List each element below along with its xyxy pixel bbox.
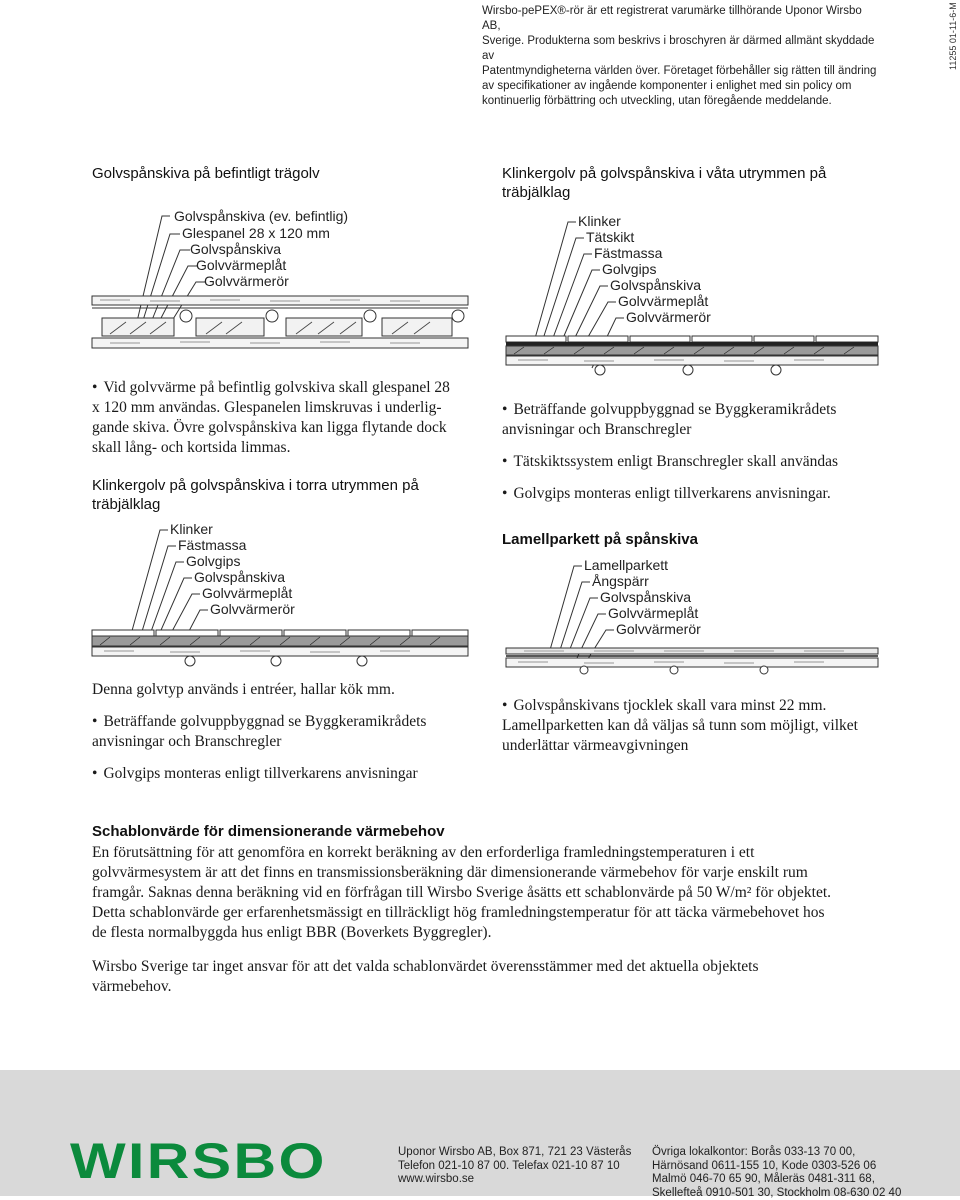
label: Klinker [170, 521, 213, 537]
bullet [92, 713, 103, 730]
office-line: Skellefteå 0910-501 30, Stockholm 08-630 02 40 [652, 1187, 902, 1200]
title-line: Klinkergolv på golvspånskiva i våta utrymmen på [502, 164, 826, 183]
text-line: Lamellparketten kan då väljas så tunn som möjligt, vilket [502, 716, 902, 736]
label: Golvspånskiva (ev. befintlig) [174, 208, 348, 224]
bullet [502, 485, 513, 502]
label: Fästmassa [178, 537, 247, 553]
text-line: golvvärmesystem är att det finns en transmissionsberäkning där dimensionerande värmebehov för varje enskilt rum [92, 863, 892, 883]
label: Golvvärmerör [204, 273, 289, 289]
label: Golvvärmeplåt [618, 293, 708, 309]
wirsbo-logo: WIRSBO [70, 1138, 327, 1184]
diagram-vata [504, 208, 894, 378]
disclaimer-line: Wirsbo-pePEX®-rör är ett registrerat varumärke tillhörande Uponor Wirsbo AB, [482, 4, 882, 34]
label: Golvgips [602, 261, 656, 277]
label: Klinker [578, 213, 621, 229]
text-line: Denna golvtyp används i entréer, hallar kök mm. [92, 680, 492, 700]
office-line: Övriga lokalkontor: Borås 033-13 70 00, [652, 1146, 902, 1160]
label: Golvvärmeplåt [608, 605, 698, 621]
address-line: Telefon 021-10 87 00. Telefax 021-10 87 10 [398, 1160, 638, 1174]
label: Golvvärmeplåt [196, 257, 286, 273]
label: Tätskikt [586, 229, 634, 245]
disclaimer-line: Sverige. Produkterna som beskrivs i broschyren är därmed allmänt skyddade av [482, 34, 882, 64]
parkett-text [502, 696, 902, 756]
disclaimer-line: Patentmyndigheterna världen över. Företaget förbehåller sig rätten till ändring [482, 64, 882, 79]
bullet [92, 379, 103, 396]
label: Golvgips [186, 553, 240, 569]
label: Golvspånskiva [190, 241, 281, 257]
disclaimer-line: kontinuerlig förbättring och utveckling, utan föregående meddelande. [482, 94, 882, 109]
text-line: Vid golvvärme på befintlig golvskiva skall glespanel 28 [103, 379, 449, 396]
text-line: framgår. Saknas denna beräkning vid en förfrågan till Wirsbo Sverige åsätts ett schablonvärde på 50 W/m² för objektet. [92, 883, 892, 903]
disclaimer-line: av specifikationer av ingående komponenter i enlighet med sin policy om [482, 79, 882, 94]
label: Ångspärr [592, 573, 649, 589]
title-line: Klinkergolv på golvspånskiva i torra utrymmen på [92, 476, 419, 495]
label: Fästmassa [594, 245, 663, 261]
label: Lamellparkett [584, 557, 668, 573]
schablon-text [92, 843, 892, 997]
label: Golvvärmeplåt [202, 585, 292, 601]
text-line: x 120 mm användas. Glespanelen limskruvas i underlig- [92, 398, 484, 418]
website-link[interactable]: www.wirsbo.se [398, 1173, 638, 1187]
title-line: träbjälklag [502, 183, 826, 202]
text-line: gande skiva. Övre golvspånskiva kan ligga flytande dock [92, 418, 484, 438]
label: Golvspånskiva [194, 569, 285, 585]
text-line: de flesta normalbyggda hus enligt BBR (Boverkets Byggregler). [92, 923, 892, 943]
section-title-vata [502, 164, 826, 202]
text-line: Golvgips monteras enligt tillverkarens anvisningar [103, 765, 417, 782]
bullet [92, 765, 103, 782]
text-line: anvisningar och Branschregler [92, 732, 492, 752]
label: Golvvärmerör [626, 309, 711, 325]
text-line: skall lång- och kortsida limmas. [92, 438, 484, 458]
section-title-torra [92, 476, 419, 514]
address-line: Uponor Wirsbo AB, Box 871, 721 23 Västerås [398, 1146, 638, 1160]
office-line: Härnösand 0611-155 10, Kode 0303-526 06 [652, 1160, 902, 1174]
section-title-tragolv: Golvspånskiva på befintligt trägolv [92, 164, 320, 183]
vata-text [502, 400, 902, 504]
diagram-parkett [504, 554, 894, 674]
office-line: Malmö 046-70 65 90, Måleräs 0481-311 68, [652, 1173, 902, 1187]
title-line: träbjälklag [92, 495, 419, 514]
tragolv-text [92, 378, 484, 458]
label: Golvvärmerör [616, 621, 701, 637]
label: Glespanel 28 x 120 mm [182, 225, 330, 241]
label: Golvspånskiva [610, 277, 701, 293]
section-title-parkett: Lamellparkett på spånskiva [502, 530, 698, 549]
header-disclaimer [482, 4, 882, 109]
text-line: värmebehov. [92, 977, 892, 997]
text-line: Wirsbo Sverige tar inget ansvar för att det valda schablonvärdet överensstämmer med det aktuella objektets [92, 957, 892, 977]
section-title-schablon: Schablonvärde för dimensionerande värmebehov [92, 822, 445, 841]
text-line: Golvgips monteras enligt tillverkarens anvisningar. [513, 485, 830, 502]
bullet [502, 453, 513, 470]
diagram-torra [90, 516, 490, 666]
text-line: Tätskiktssystem enligt Branschregler skall användas [513, 453, 838, 470]
text-line: anvisningar och Branschregler [502, 420, 902, 440]
bullet [502, 697, 513, 714]
text-line: En förutsättning för att genomföra en korrekt beräkning av den erforderliga framledningstemperaturen i ett [92, 843, 892, 863]
label: Golvvärmerör [210, 601, 295, 617]
bullet [502, 401, 513, 418]
text-line: Detta schablonvärde ger erfarenhetsmässigt en tillräckligt hög framledningstemperatur för att täcka värmebehovet hos [92, 903, 892, 923]
text-line: Beträffande golvuppbyggnad se Byggkeramikrådets [103, 713, 426, 730]
text-line: Golvspånskivans tjocklek skall vara minst 22 mm. [513, 697, 826, 714]
text-line: Beträffande golvuppbyggnad se Byggkeramikrådets [513, 401, 836, 418]
footer-address [398, 1146, 638, 1187]
torra-text [92, 680, 492, 784]
diagram-tragolv [90, 200, 510, 360]
label: Golvspånskiva [600, 589, 691, 605]
document-number: 11255 01-11-6-M [948, 2, 958, 70]
footer-offices [652, 1146, 902, 1200]
text-line: underlättar värmeavgivningen [502, 736, 902, 756]
